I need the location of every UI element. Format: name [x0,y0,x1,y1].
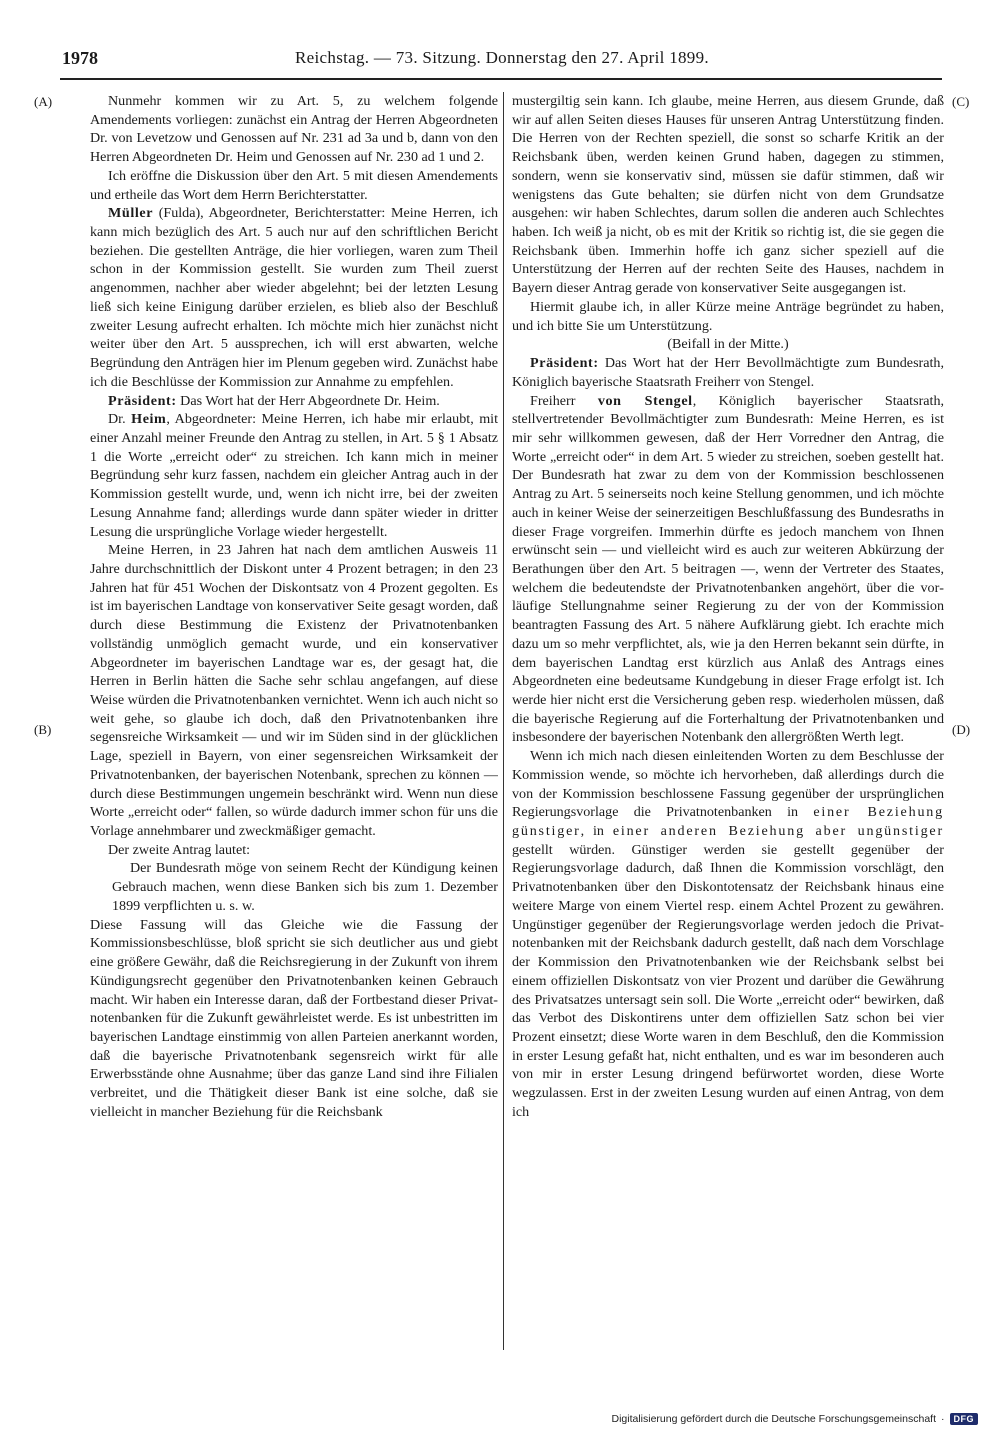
paragraph [90,410,498,541]
header-rule [60,78,942,80]
margin-marker-d: (D) [952,722,971,737]
margin-marker-a: (A) [34,94,53,109]
running-title: Reichstag. — 73. Sitzung. Donnerstag den 27. April 1899. [295,48,709,67]
margin-marker-c: (C) [952,94,970,109]
speech-text: Wenn ich mich nach diesen einleitenden Worten zu dem Beschlusse der Kommission wende, so möchte ich hervorheben, daß allerdings durch die von der Kommission beschlossene Fassung gegenüber der ursprünglichen Regierungsvorlage die Privatnotenbanken in [512,748,944,821]
spaced-emphasis: einer anderen Beziehung aber ungünstiger [612,823,944,840]
separator-dot-icon: · [941,1413,945,1425]
applause-note: (Beifall in der Mitte.) [667,336,789,353]
digitization-footer [611,1410,978,1428]
paragraph: Der zweite Antrag lautet: [108,841,251,858]
paragraph: mustergiltig sein kann. Ich glaube, meine Herren, aus diesem Grunde, daß wir auf allen Seiten dieses Hauses für unseren Antrag Unterstützung finden. Die Herren von der Rechten speziell, die sonst so scharfe Kritik an der Reichsbank üben, werden keinen Grund haben, dagegen zu stimmen, sondern, wenn sie konservativ sind, müssen sie dafür stimmen, daß wir wenigstens das Gute behalten; sie dürfen nicht von dem Grundsatze ausgehen: wir haben Schlechtes, darum sollen die anderen auch Schlechtes haben. Ich weiß ja nicht, ob es mit der Kritik so richtig ist, die sie gegen die Reichsbank üben. Immerhin hoffe ich ganz sicher speziell auf die Unterstützung der Herren auf der rechten Seite des Hauses, nachdem in Bayern dieser Antrag gerade von konservativer Seite ausgegangen ist. [512,93,944,297]
speech-text: Das Wort hat der Herr Abgeordnete Dr. Heim. [176,392,440,409]
paragraph [512,354,944,391]
dfg-logo-icon: DFG [950,1413,979,1425]
speaker-name: Müller [108,205,154,222]
speech-text: Das Wort hat der Herr Bevollmächtigte zum Bundesrath, Königlich bayerische Staatsrath Freiherr von Stengel. [512,355,944,390]
speaker-name: Präsident: [530,355,599,372]
quoted-motion: Der Bundesrath möge von seinem Recht der Kündigung keinen Gebrauch machen, wenn diese Banken sich bis zum 1. Dezember 1899 verpflichten u. s. w. [112,860,498,914]
column-divider [503,92,504,1350]
speaker-title: Dr. [108,411,132,428]
speaker-name: von Stengel [597,392,693,409]
page-number: 1978 [62,48,98,68]
speaker-title: Freiherr [530,392,598,409]
paragraph: Hiermit glaube ich, in aller Kürze meine Anträge begründet zu haben, und ich bitte Sie um Unterstützung. [512,298,944,334]
speech-text: (Fulda), Abgeordneter, Berichterstatter: Meine Herren, ich kann mich bezüglich des Art. 5 auch nur auf den schriftlichen Bericht beziehen. Die gestellten Anträge, die hier vorliegen, waren zum Theil schon in der Kommission gestellt. Sie wurden zum Theil zuerst angenommen, nachher aber wieder abgelehnt; bei der letzten Lesung ließ sich keine Einigung darüber erzielen, es blieb also der Beschluß zweiter Lesung aufrecht erhalten. Ich möchte mich hier zunächst nicht weiter über den Art. 5 aussprechen, ich will erst abwarten, welche Begründung den Anträgen hier im Plenum gegeben wird. Zunächst habe ich die Beschlüsse der Kommission zur Annahme zu empfehlen. [90,205,498,390]
paragraph: Ich eröffne die Diskussion über den Art. 5 mit diesen Amendements und ertheile das Wort dem Herrn Berichterstatter. [90,167,498,203]
speaker-name: Heim [131,411,167,428]
paragraph [90,392,498,411]
left-column [90,92,498,1350]
paragraph [512,392,944,748]
paragraph [512,747,944,1121]
speech-text: , Abgeordneter: Meine Herren, ich habe mir erlaubt, mit einer Anzahl meiner Freunde den Antrag zu stellen, in Art. 5 § 1 Absatz 1 die Worte „erreicht oder“ zu streichen. Ich kann mich in meiner Begründung sehr kurz fassen, nachdem ein gleicher Antrag auch in der Kommission gestellt wurde, und, wenn ich nicht irre, bei der zweiten Lesung Annahme fand; allerdings wurde dann später wieder in dritter Lesung die ursprüngliche Vorlage wieder hergestellt. [90,411,498,540]
spaced-emphasis: einer Beziehung günstiger [512,804,944,840]
speaker-name: Präsident: [108,392,177,409]
right-column [512,92,944,1350]
paragraph: Nunmehr kommen wir zu Art. 5, zu welchem folgende Amendements vorliegen: zunächst ein Antrag der Herren Abgeordneten Dr. von Levetzow und Genossen auf Nr. 231 ad 3a und b, dann von den Herren Abgeordneten Dr. Heim und Genossen auf Nr. 230 ad 1 und 2. [90,93,498,166]
speech-text: gestellt würden. Günstiger werden sie gestellt gegenüber der Regierungsvorlage dadurch, daß Ihnen die Kommission vorschlägt, den Privatnotenbanken über den Diskontotensatz der Reichsbank hinaus eine weitere Marge von einem Viertel resp. einem Achtel Prozent zu gewähren. Ungünstiger gegenüber der Regierungsvorlage werden jedoch die Privatnotenbanken mit der Reichsbank dadurch gestellt, daß nach dem Vorschlage der Kommission den Privatnotenbanken wie der Reichsbank selbst bei einem offiziellen Diskontsatz von vier Prozent und darüber die Gewährung des Privatsatzes untersagt sein soll. Die Worte „erreicht oder“ bewirken, daß das Verbot des Diskontirens unter dem offiziellen Satz schon bei vier Prozent einsetzt; diese Worte waren in dem Beschluß, den die Kommission in erster Lesung gefaßt hat, nicht enthalten, und es war im besonderen auch von mir in erster Lesung dringend befürwortet worden, diese Worte wegzulassen. Erst in der zweiten Lesung wurden auf einen Antrag, von dem ich [512,841,944,1120]
paragraph [90,204,498,391]
footer-credit: Digitalisierung gefördert durch die Deutsche Forschungsgemeinschaft [611,1413,936,1425]
speech-text: , Königlich bayerischer Staatsrath, stellvertretender Bevollmächtigter zum Bundesrath: Meine Herren, es ist mir sehr willkommen gewesen, daß der Herr Vorredner den Antrag, die Worte „erreicht oder“ in dem Art. 5 wieder zu streichen, soeben gestellt hat. Der Bundesrath hat zwar zu dem von der Kommission beschlossenen Antrag zu Art. 5 seinerseits noch keine Stellung genommen, und ich möchte auch in keiner Weise der seinerzeitigen Beschlußfassung des Bundesraths in dieser Frage vorgreifen. Immerhin dürfte es jedoch manchem von Ihnen erwünscht sein — und vielleicht wird es auch zur weiteren Abkürzung der Berathungen über den Art. 5 beitragen —, wenn der Vertreter des Staates, welchem die bedeutendste der Privatnotenbanken angehört, über die vorläufige Stellungnahme seiner Regierung zu der von der Kommission beantragten Fassung des Art. 5 nähere Aufklärung giebt. Ich erachte mich dazu um so mehr verpflichtet, als, wie ja den Herren bekannt sein dürfte, in dem bayerischen Landtag erst kürzlich aus Anlaß des Antrags eines Abgeordneten eine bedeutsame Kundgebung in dieser Frage erfolgt ist. Ich werde hier nicht erst die Versicherung geben resp. wiederholen müssen, daß die bayerische Regierung auf die Forterhaltung der Privatnotenbanken und insbesondere der bayerischen Notenbank den allergrößten Werth legt. [512,392,944,746]
paragraph: Meine Herren, in 23 Jahren hat nach dem amtlichen Ausweis 11 Jahre durchschnittlich der Diskont unter 4 Prozent betragen; in den 23 Jahren hat für 451 Wochen der Diskontsatz von 4 Prozent gegolten. Es ist im bayerischen Landtage von konservativer Seite gesagt worden, daß durch diese Bestimmung die Existenz der Privatnotenbanken vollständig unmöglich gemacht wurde, und ein konservativer Abgeordneter im bayerischen Landtage war es, der gesagt hat, die Herren in Berlin hätten die Sache sehr schlau angefangen, auf diese Weise würden die Privatnotenbanken vernichtet. Wenn ich auch nicht so weit gehe, so glaube ich doch, daß den Privatnotenbanken ihre segensreiche Wirksamkeit — und wir im Süden sind in der glücklichen Lage, speziell in Bayern, von einer segensreichen Wirksamkeit der Privatnotenbanken, der bayerischen Notenbank, sprechen zu können — durch diese Bestimmungen ungemein beschränkt wird. Wenn nun diese Worte „erreicht oder“ fallen, so würde dadurch immer schon für uns die Vorlage annehmbarer und zweckmäßiger gemacht. [90,542,498,840]
margin-marker-b: (B) [34,722,52,737]
paragraph: Diese Fassung will das Gleiche wie die Fassung der Kommissionsbeschlüsse, bloß spricht sie sich deutlicher aus und giebt eine größere Gewähr, daß die Reichsregierung in der Zukunft von ihrem Kündigungsrecht gegenüber den Privatnotenbanken keinen Gebrauch macht. Wir haben ein Interesse daran, daß der Fortbestand dieser Privatnotenbanken für die Zukunft gewährleistet werde. Es ist unbestritten im bayerischen Landtage einstimmig von allen Parteien anerkannt worden, daß die bayerische Privatnotenbank segensreich wirkt für alle Erwerbsstände ohne Ausnahme; über das ganze Land sind ihre Filialen verbreitet, und die Thätigkeit dieser Bank ist eine solche, daß sie vielleicht in mancher Beziehung für die Reichsbank [90,916,498,1120]
page-header [62,46,942,74]
speech-text: , in [580,823,613,840]
